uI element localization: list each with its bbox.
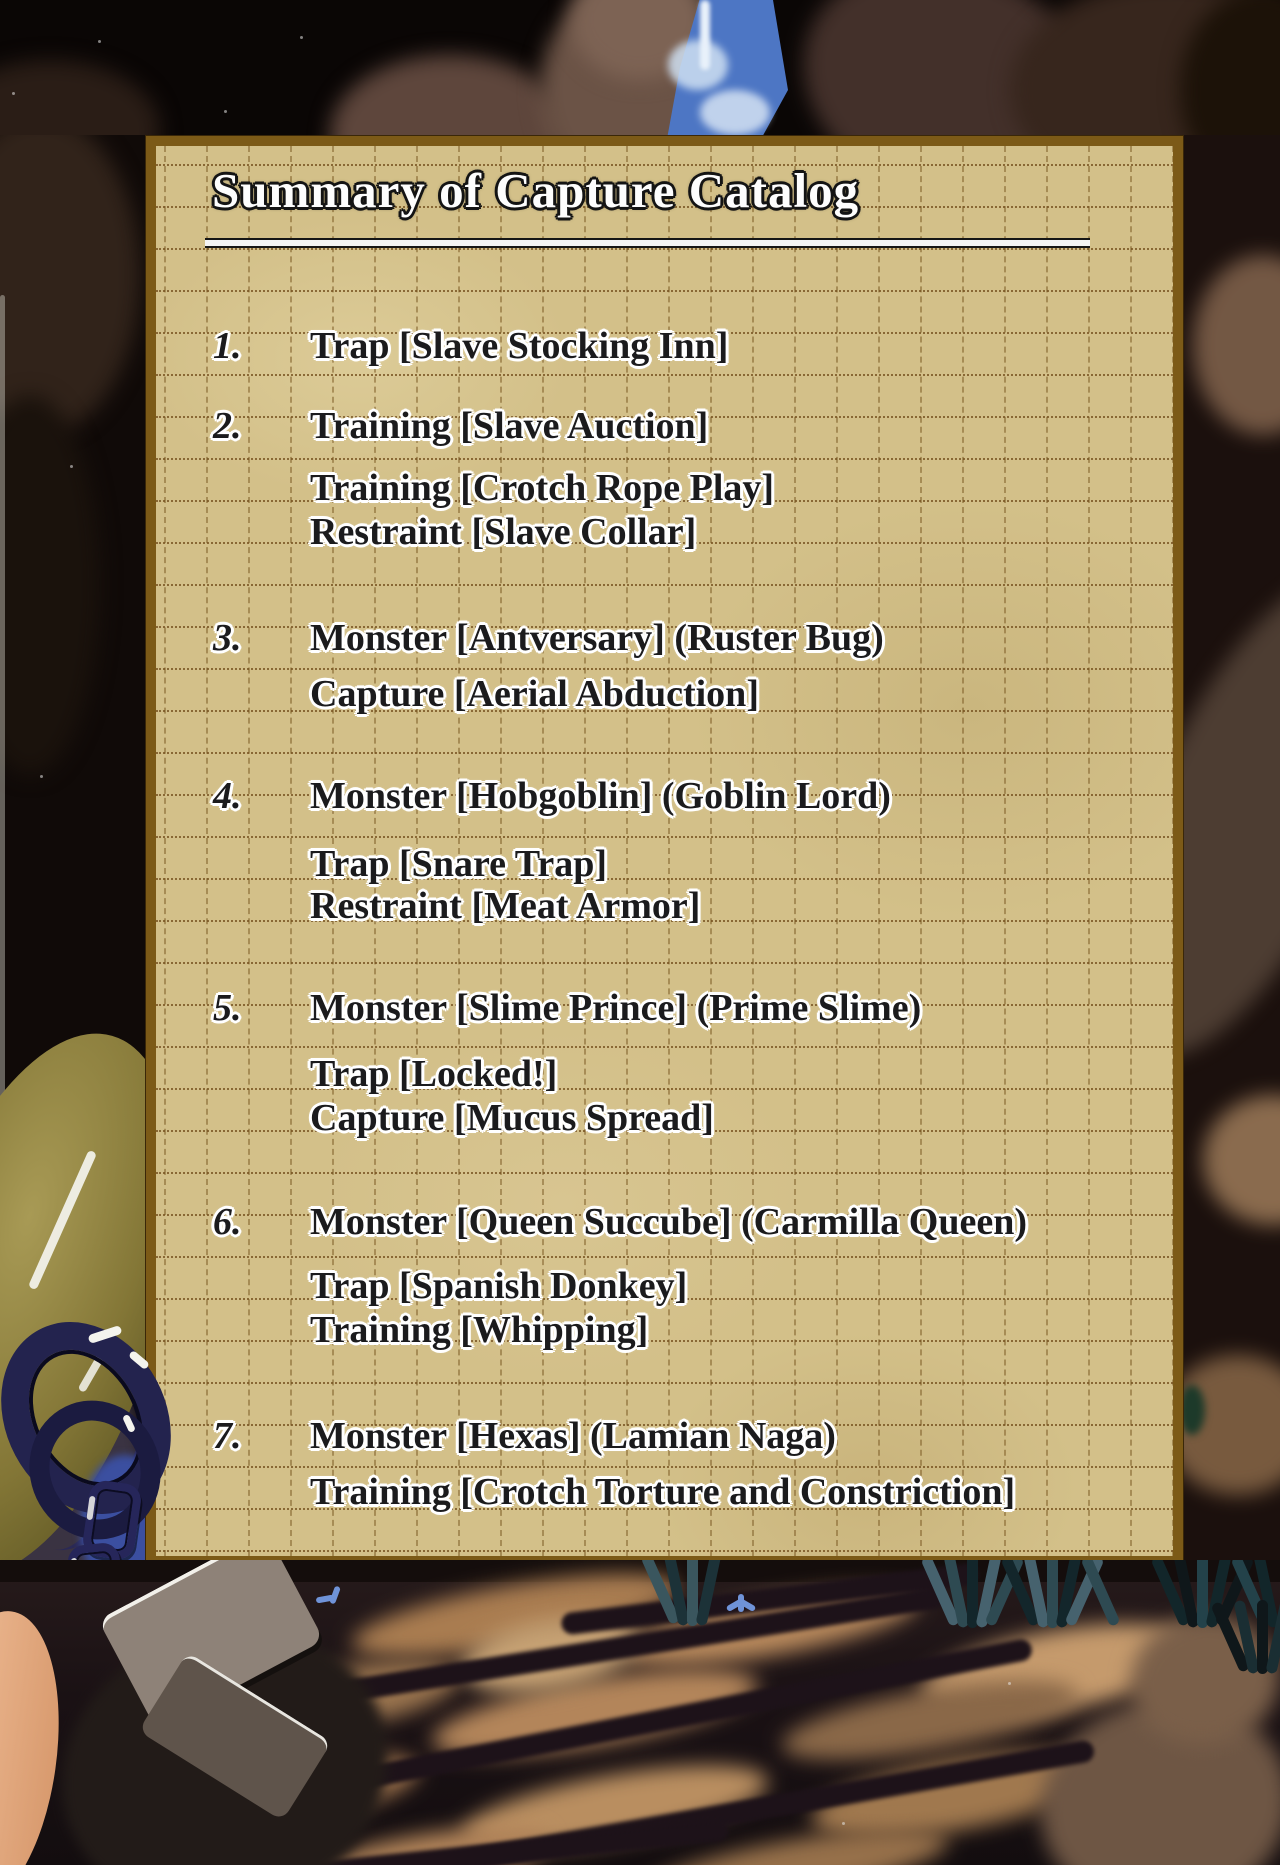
star-dot bbox=[300, 36, 303, 39]
grid-line bbox=[156, 668, 1173, 670]
grid-line bbox=[156, 962, 1173, 964]
section-number: 2. bbox=[213, 405, 242, 447]
grid-line bbox=[156, 374, 1173, 376]
catalog-entry: Monster [Hobgoblin] (Goblin Lord) bbox=[310, 775, 891, 817]
grid-line bbox=[156, 1550, 1173, 1552]
section-number: 4. bbox=[213, 775, 242, 817]
grid-line bbox=[962, 146, 964, 1556]
catalog-entry: Monster [Queen Succube] (Carmilla Queen) bbox=[310, 1201, 1027, 1243]
catalog-entry: Restraint [Slave Collar] bbox=[310, 511, 697, 553]
grid-line bbox=[206, 146, 208, 1556]
cloud bbox=[700, 90, 770, 135]
grid-line bbox=[1088, 146, 1090, 1556]
grid-line bbox=[156, 878, 1173, 880]
catalog-entry: Monster [Antversary] (Ruster Bug) bbox=[310, 617, 884, 659]
grid-line bbox=[920, 146, 922, 1556]
grid-line bbox=[1130, 146, 1132, 1556]
grid-line bbox=[156, 1256, 1173, 1258]
grid-line bbox=[156, 458, 1173, 460]
grid-line bbox=[1046, 146, 1048, 1556]
star-dot bbox=[1008, 1682, 1011, 1685]
section-number: 1. bbox=[213, 325, 242, 367]
catalog-entry: Trap [Slave Stocking Inn] bbox=[310, 325, 729, 367]
grid-line bbox=[156, 1466, 1173, 1468]
grid-line bbox=[248, 146, 250, 1556]
catalog-entry: Monster [Hexas] (Lamian Naga) bbox=[310, 1415, 836, 1457]
section-number: 7. bbox=[213, 1415, 242, 1457]
rock-blob bbox=[0, 135, 140, 435]
section-number: 3. bbox=[213, 617, 242, 659]
rock-blob bbox=[0, 395, 100, 775]
catalog-entry: Restraint [Meat Armor] bbox=[310, 885, 701, 927]
catalog-entry: Training [Slave Auction] bbox=[310, 405, 709, 447]
grid-line bbox=[752, 146, 754, 1556]
rock-blob bbox=[1193, 255, 1280, 435]
grid-line bbox=[164, 146, 166, 1556]
grid-line bbox=[878, 146, 880, 1556]
page-title: Summary of Capture Catalog bbox=[212, 163, 860, 218]
grid-line bbox=[156, 1046, 1173, 1048]
grid-line bbox=[1172, 146, 1173, 1556]
grid-line bbox=[156, 836, 1173, 838]
catalog-entry: Trap [Spanish Donkey] bbox=[310, 1265, 688, 1307]
grid-line bbox=[156, 248, 1173, 250]
star-dot bbox=[12, 92, 15, 95]
grid-line bbox=[1004, 146, 1006, 1556]
star-dot bbox=[842, 1822, 845, 1825]
title-underline bbox=[205, 238, 1090, 248]
grid-line bbox=[836, 146, 838, 1556]
catalog-entry: Capture [Mucus Spread] bbox=[310, 1097, 714, 1139]
star-dot bbox=[70, 465, 73, 468]
grid-line bbox=[156, 752, 1173, 754]
grid-line bbox=[290, 146, 292, 1556]
grid-line bbox=[156, 1382, 1173, 1384]
catalog-entry: Training [Crotch Rope Play] bbox=[310, 467, 775, 509]
catalog-entry: Capture [Aerial Abduction] bbox=[310, 673, 759, 715]
skin-edge bbox=[0, 1602, 76, 1865]
star-dot bbox=[224, 110, 227, 113]
rock-blob bbox=[1183, 537, 1280, 1093]
grid-line bbox=[794, 146, 796, 1556]
catalog-entry: Trap [Locked!] bbox=[310, 1053, 558, 1095]
rock-blob bbox=[1203, 1095, 1280, 1225]
forest-floor-art bbox=[0, 1560, 1280, 1865]
grid-line bbox=[156, 290, 1173, 292]
grid-line bbox=[156, 1172, 1173, 1174]
cave-ceiling-art bbox=[0, 0, 1280, 150]
right-cave-art bbox=[1183, 135, 1280, 1565]
grid-line bbox=[156, 584, 1173, 586]
catalog-entry: Trap [Snare Trap] bbox=[310, 843, 607, 885]
catalog-entry: Monster [Slime Prince] (Prime Slime) bbox=[310, 987, 922, 1029]
cloud bbox=[668, 40, 728, 90]
cloud-streak bbox=[700, 0, 710, 70]
catalog-entry: Training [Crotch Torture and Constriction] bbox=[310, 1471, 1016, 1513]
grid-line bbox=[156, 1340, 1173, 1342]
catalog-entry: Training [Whipping] bbox=[310, 1309, 649, 1351]
star-dot bbox=[98, 40, 101, 43]
star-dot bbox=[40, 775, 43, 778]
grid-line bbox=[156, 1088, 1173, 1090]
section-number: 6. bbox=[213, 1201, 242, 1243]
section-number: 5. bbox=[213, 987, 242, 1029]
